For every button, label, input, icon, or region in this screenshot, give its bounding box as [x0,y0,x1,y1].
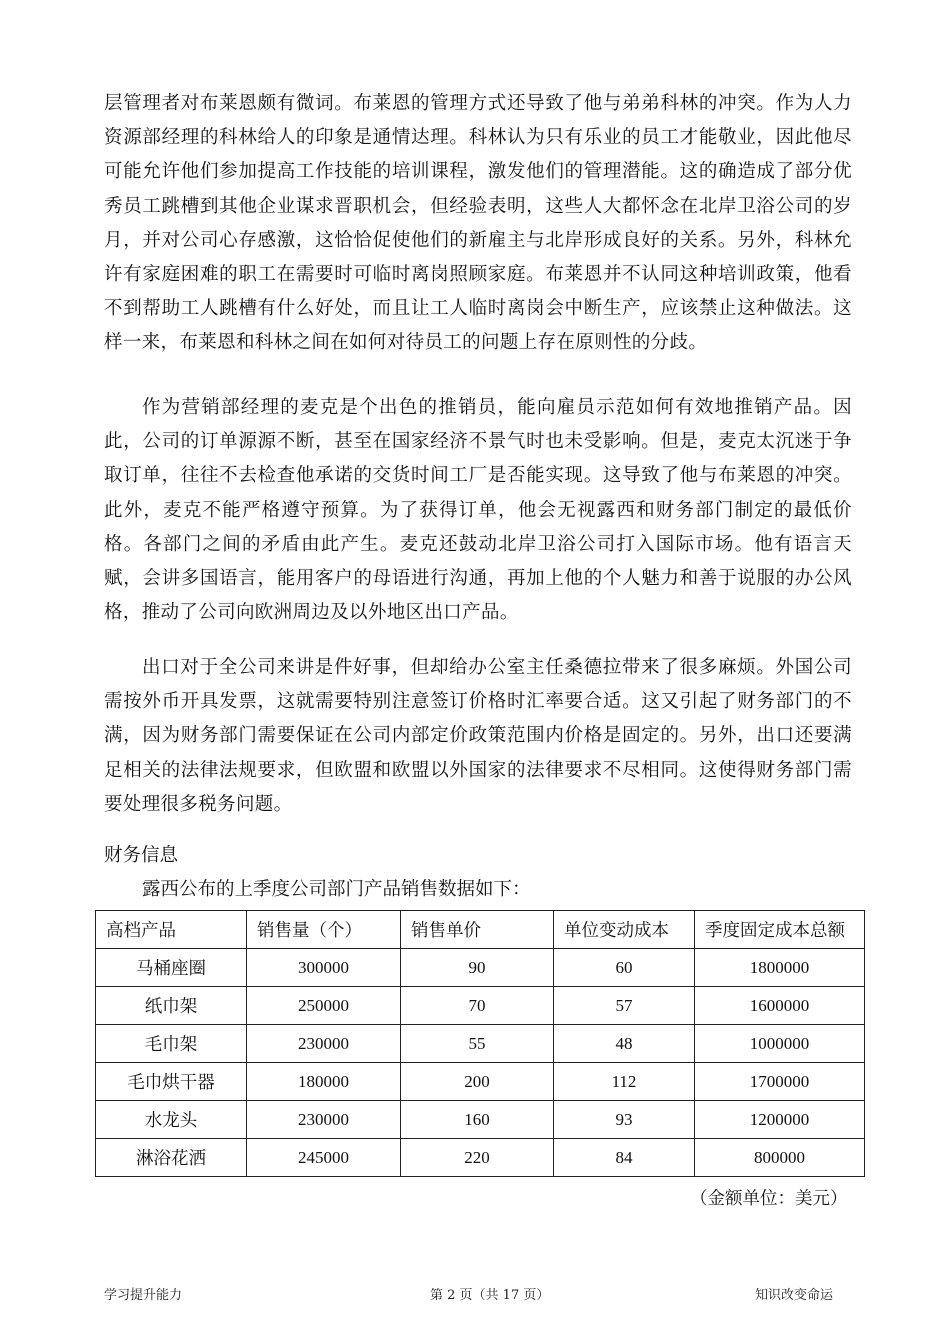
table-cell: 1600000 [695,987,865,1025]
table-header-cell: 销售量（个） [247,911,401,949]
table-cell: 245000 [247,1139,401,1177]
table-row [96,1139,865,1177]
footer-right: 知识改变命运 [755,1288,834,1303]
product-cell: 毛巾烘干器 [96,1063,247,1101]
unit-note: （金额单位：美元） [690,1189,848,1209]
table-cell: 93 [554,1101,695,1139]
table-cell: 60 [554,949,695,987]
footer-left: 学习提升能力 [104,1288,183,1303]
table-cell: 160 [401,1101,554,1139]
table-cell: 1800000 [695,949,865,987]
body-paragraph: 作为营销部经理的麦克是个出色的推销员，能向雇员示范如何有效地推销产品。因此，公司的订单源源不断，甚至在国家经济不景气时也未受影响。但是，麦克太沉迷于争取订单，往往不去检查他承诺的交货时间工厂是否能实现。这导致了他与布莱恩的冲突。此外，麦克不能严格遵守预算。为了获得订单，他会无视露西和财务部门制定的最低价格。各部门之间的矛盾由此产生。麦克还鼓动北岸卫浴公司打入国际市场。他有语言天赋，会讲多国语言，能用客户的母语进行沟通，再加上他的个人魅力和善于说服的办公风格，推动了公司向欧洲周边及以外地区出口产品。 [104,397,852,624]
table-cell: 220 [401,1139,554,1177]
table-cell: 90 [401,949,554,987]
table-cell: 300000 [247,949,401,987]
product-cell: 马桶座圈 [96,949,247,987]
table-row [96,1101,865,1139]
table-cell: 84 [554,1139,695,1177]
table-cell: 230000 [247,1101,401,1139]
table-row [96,1063,865,1101]
page-number: 第 2 页（共 17 页） [430,1288,550,1303]
table-cell: 230000 [247,1025,401,1063]
table-header-cell: 销售单价 [401,911,554,949]
table-cell: 1000000 [695,1025,865,1063]
table-cell: 55 [401,1025,554,1063]
product-cell: 纸巾架 [96,987,247,1025]
table-cell: 112 [554,1063,695,1101]
table-row [96,1025,865,1063]
table-header-cell: 单位变动成本 [554,911,695,949]
product-cell: 水龙头 [96,1101,247,1139]
table-cell: 1700000 [695,1063,865,1101]
table-cell: 70 [401,987,554,1025]
table-intro: 露西公布的上季度公司部门产品销售数据如下： [142,879,531,900]
product-cell: 淋浴花洒 [96,1139,247,1177]
table-header-row [96,911,865,949]
table-cell: 800000 [695,1139,865,1177]
section-heading: 财务信息 [104,845,179,866]
table-cell: 200 [401,1063,554,1101]
table-cell: 48 [554,1025,695,1063]
table-cell: 180000 [247,1063,401,1101]
table-row [96,949,865,987]
table-cell: 250000 [247,987,401,1025]
sales-table [95,910,865,1177]
table-cell: 57 [554,987,695,1025]
table-header-cell: 季度固定成本总额 [695,911,865,949]
body-paragraph: 层管理者对布莱恩颇有微词。布莱恩的管理方式还导致了他与弟弟科林的冲突。作为人力资源部经理的科林给人的印象是通情达理。科林认为只有乐业的员工才能敬业，因此他尽可能允许他们参加提高工作技能的培训课程，激发他们的管理潜能。这的确造成了部分优秀员工跳槽到其他企业谋求晋职机会，但经验表明，这些人大都怀念在北岸卫浴公司的岁月，并对公司心存感激，这恰恰促使他们的新雇主与北岸形成良好的关系。另外，科林允许有家庭困难的职工在需要时可临时离岗照顾家庭。布莱恩并不认同这种培训政策，他看不到帮助工人跳槽有什么好处，而且让工人临时离岗会中断生产，应该禁止这种做法。这样一来，布莱恩和科林之间在如何对待员工的问题上存在原则性的分歧。 [104,93,852,354]
body-paragraph: 出口对于全公司来讲是件好事，但却给办公室主任桑德拉带来了很多麻烦。外国公司需按外币开具发票，这就需要特别注意签订价格时汇率要合适。这又引起了财务部门的不满，因为财务部门需要保证在公司内部定价政策范围内价格是固定的。另外，出口还要满足相关的法律法规要求，但欧盟和欧盟以外国家的法律要求不尽相同。这使得财务部门需要处理很多税务问题。 [104,657,852,815]
table-cell: 1200000 [695,1101,865,1139]
table-header-cell: 高档产品 [96,911,247,949]
table-row [96,987,865,1025]
product-cell: 毛巾架 [96,1025,247,1063]
